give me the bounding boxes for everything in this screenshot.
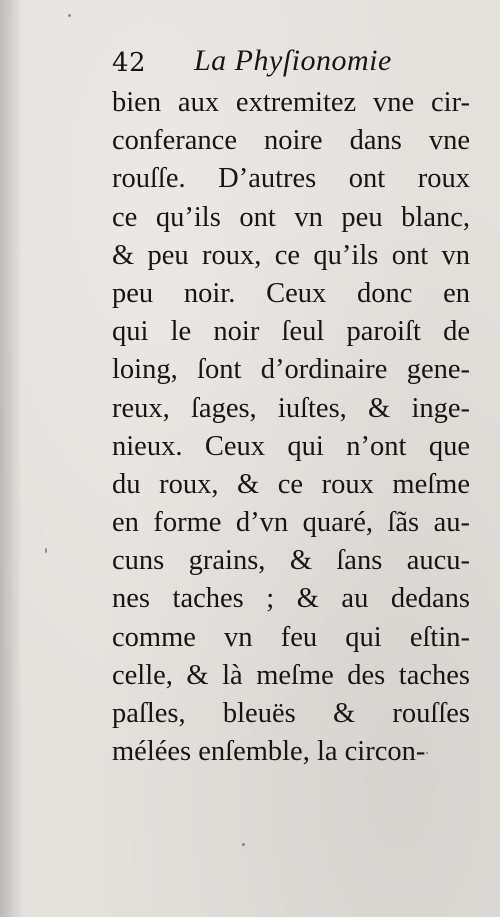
text-line: & peu roux, ce qu’ils ont vn	[112, 239, 470, 271]
running-head	[112, 44, 472, 84]
text-line: nieux. Ceux qui n’ont que	[112, 430, 470, 462]
running-title: La Phyſionomie	[194, 44, 392, 77]
text-line: reux, ſages, iuſtes, & inge-	[112, 392, 470, 424]
text-line: peu noir. Ceux donc en	[112, 277, 470, 309]
paper-speck	[242, 843, 245, 846]
text-line: ce qu’ils ont vn peu blanc,	[112, 201, 470, 233]
text-line: paſles, bleuës & rouſſes	[112, 698, 470, 729]
gutter-shadow	[0, 0, 22, 917]
paper-speck	[68, 14, 71, 17]
text-line: celle, & là meſme des taches	[112, 659, 470, 691]
text-line: cuns grains, & ſans aucu-	[112, 545, 470, 577]
text-line: nes taches ; & au dedans	[112, 583, 470, 615]
text-line: rouſſe. D’autres ont roux	[112, 163, 470, 195]
text-line: bien aux extremitez vne cir-	[112, 87, 470, 118]
text-line: comme vn feu qui eſtin-	[112, 621, 470, 653]
text-line: qui le noir ſeul paroiſt de	[112, 316, 470, 348]
text-line: conferance noire dans vne	[112, 125, 470, 157]
text-line: du roux, & ce roux meſme	[112, 468, 470, 500]
text-line: en forme d’vn quaré, ſãs au-	[112, 507, 470, 539]
body-text	[112, 84, 470, 771]
text-line: mélées enſemble, la circon-	[112, 736, 426, 768]
text-line: loing, ſont d’ordinaire gene-	[112, 354, 470, 386]
page-number: 42	[112, 48, 147, 78]
paper-speck	[45, 548, 47, 553]
paper-speck	[426, 752, 428, 754]
